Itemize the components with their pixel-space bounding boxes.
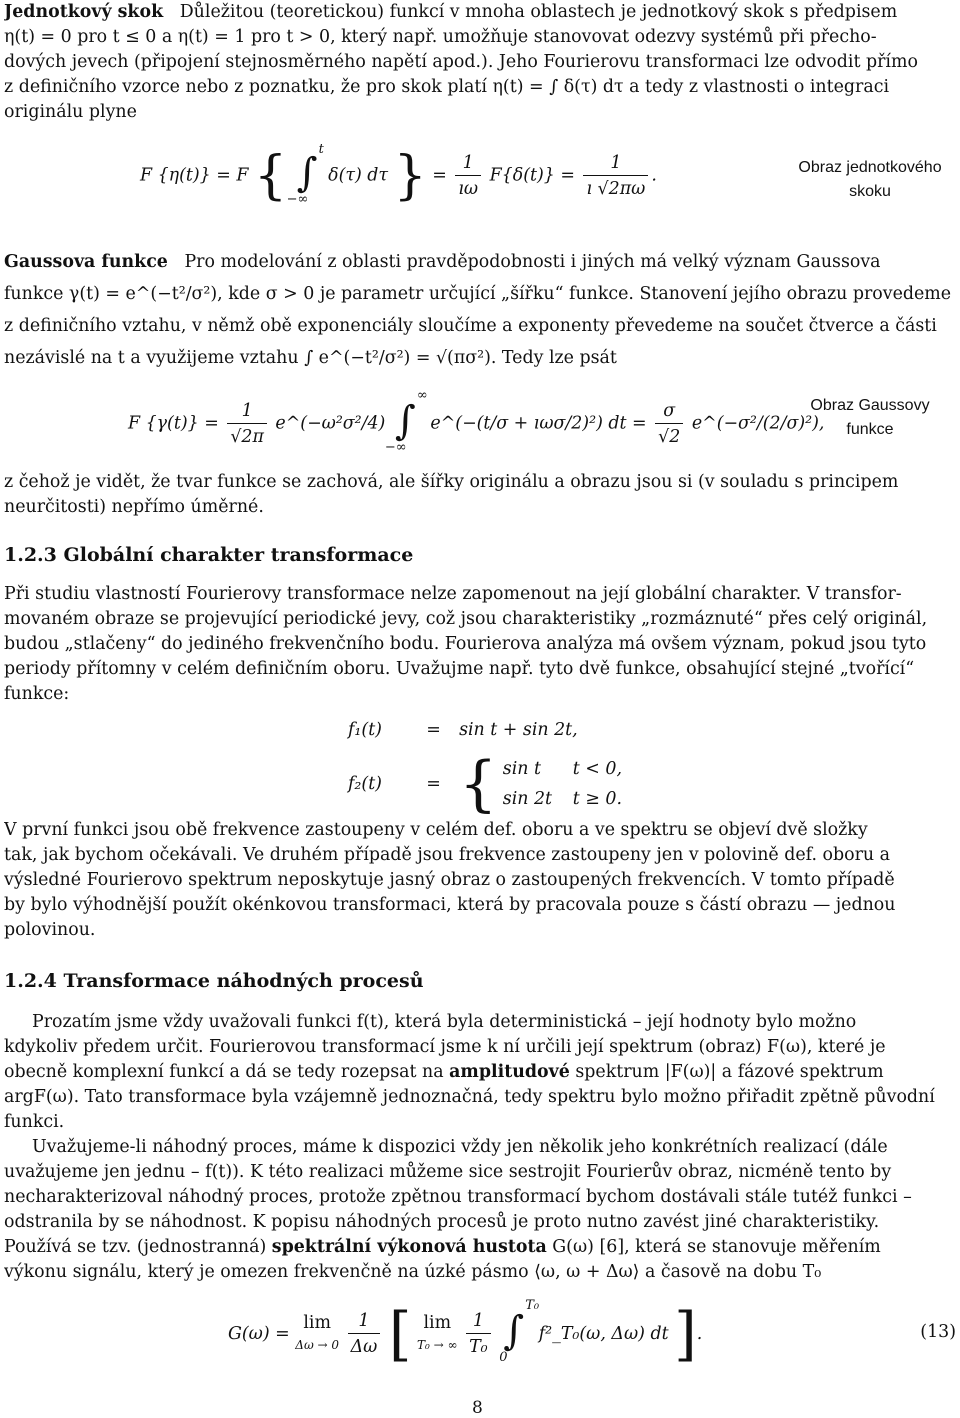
text-line: originálu plyne <box>4 102 137 122</box>
eq-f2-lhs: f₂(t) <box>348 774 382 794</box>
eq-period: . <box>696 1324 703 1344</box>
paragraph-global-character <box>4 582 958 707</box>
case-expression: sin 2t <box>502 789 553 809</box>
run-in-heading-gauss: Gaussova funkce <box>4 252 168 272</box>
bold-term: amplitudové <box>449 1062 570 1082</box>
equation-unit-step: F {η(t)} = F { ∫ t −∞ δ(τ) dτ } = $\frac{1}{ı\omega}$ F{δ(t)} = $\frac{1}{ı √2\pi\omega}$ . <box>140 142 657 207</box>
text-line: funkce γ(t) = e^(−t²/σ²), kde σ > 0 je parametr určující „šířku“ funkce. Stanovení jejího obrazu provedeme <box>4 284 952 304</box>
eq-lhs: F {η(t)} = F <box>140 165 249 186</box>
eq-integrand: f²_T₀(ω, Δω) dt <box>538 1324 669 1344</box>
case-condition: t < 0, <box>572 759 622 779</box>
equation-f1 <box>348 720 578 740</box>
text-line: výkonu signálu, který je omezen frekvenčně na úzké pásmo ⟨ω, ω + Δω⟩ a časově na dobu T₀ <box>4 1262 822 1282</box>
fraction-denominator: T₀ <box>469 1336 488 1357</box>
fraction-1-over-delta-omega <box>348 1309 381 1360</box>
margin-note-gauss: Obraz Gaussovy funkce <box>810 397 930 438</box>
section-heading-1-2-4: 1.2.4 Transformace náhodných procesů <box>4 970 424 992</box>
limit-subscript: Δω → 0 <box>295 1338 340 1352</box>
cases-block <box>503 754 622 814</box>
page-number: 8 <box>472 1398 483 1418</box>
eq-period: . <box>651 165 657 186</box>
fraction-sigma-over-sqrt2 <box>655 399 683 450</box>
eq-comma: , <box>818 413 825 434</box>
text-line: odstranila by se náhodnost. K popisu náhodných procesů je proto nutno zavést jiné charakteristiky. <box>4 1212 880 1232</box>
integral-sign: ∫ t −∞ <box>286 142 324 207</box>
text-line: tak, jak bychom očekávali. Ve druhém případě jsou frekvence zastoupeny jen v polovině def. oboru a <box>4 845 890 865</box>
equation-number: (13) <box>920 1322 956 1342</box>
limit-operator: lim <box>303 1313 331 1333</box>
fraction-numerator: 1 <box>583 151 648 176</box>
left-bracket: [ <box>388 1300 412 1368</box>
text-line: polovinou. <box>4 920 96 940</box>
paragraph-gauss <box>4 246 958 374</box>
text-line: nezávislé na t a využijeme vztahu ∫ e^(−t²/σ²) = √(πσ²). Tedy lze psát <box>4 348 617 368</box>
section-heading-1-2-3: 1.2.3 Globální charakter transformace <box>4 544 414 566</box>
fraction-1-over-iomega <box>455 151 481 202</box>
integral-lower-limit: −∞ <box>286 192 309 207</box>
paragraph-random-processes-2 <box>4 1135 958 1285</box>
limit-operator: lim <box>423 1313 452 1333</box>
fraction-numerator: 1 <box>348 1309 381 1334</box>
text-line: Pro modelování z oblasti pravděpodobnosti i jiných má velký význam Gaussova <box>184 252 881 272</box>
case-condition: t ≥ 0. <box>572 789 622 809</box>
eq-equals: = <box>426 720 441 740</box>
limit-delta-omega <box>295 1312 339 1356</box>
fraction-1-over-sqrt2pi <box>227 399 267 450</box>
text-line: η(t) = 0 pro t ≤ 0 a η(t) = 1 pro t > 0, který např. umožňuje stanovovat odezvy systémů při přecho- <box>4 27 877 47</box>
text-line: uvažujeme jen jednu – f(t)). K této realizaci můžeme sice sestrojit Fourierův obraz, nicméně tento by <box>4 1162 892 1182</box>
text-line: z definičního vztahu, v němž obě exponenciály sloučíme a exponenty převedeme na součet čtverce a části <box>4 316 937 336</box>
text-line: periody přítomny v celém definičním oboru. Uvažujme např. tyto dvě funkce, obsahující stejné „tvořící“ <box>4 659 915 679</box>
equation-f2 <box>348 749 622 819</box>
paragraph-unit-step <box>4 0 958 125</box>
text-line: Používá se tzv. (jednostranná) spektrální výkonová hustota G(ω) [6], která se stanovuje měřením <box>4 1237 881 1257</box>
eq-lhs: G(ω) = <box>228 1324 290 1344</box>
integral-upper-limit: ∞ <box>416 388 428 403</box>
fraction-denominator: ı √2πω <box>586 178 646 199</box>
eq-f1-lhs: f₁(t) <box>348 720 382 740</box>
text-line: budou „stlačeny“ do jediného frekvenčního bodu. Fourierova analýza má ovšem význam, pokud jsou tyto <box>4 634 927 654</box>
text-line: necharakterizoval náhodný proces, protože zpětnou transformací bychom dostávali stále tutéž funkci – <box>4 1187 912 1207</box>
eq-exponential-1: e^(−ω²σ²/4) <box>275 413 386 434</box>
eq-f1-rhs: sin t + sin 2t, <box>459 720 578 740</box>
text-line: Důležitou (teoretickou) funkcí v mnoha oblastech je jednotkový skok s předpisem <box>179 2 898 22</box>
fraction-numerator: 1 <box>455 151 481 176</box>
text-line: neurčitosti) nepřímo úměrné. <box>4 497 264 517</box>
text-line: Uvažujeme-li náhodný proces, máme k dispozici vždy jen několik jeho konkrétních realizací (dále <box>32 1137 888 1157</box>
text-line: výsledné Fourierovo spektrum neposkytuje jasný obraz o zastoupených frekvencích. V tomto případě <box>4 870 895 890</box>
eq-middle: F{δ(t)} = <box>489 165 575 186</box>
eq-lhs: F {γ(t)} = <box>128 413 219 434</box>
fraction-numerator: 1 <box>227 399 267 424</box>
right-brace: } <box>393 146 427 206</box>
text-line: kdykoliv předem určit. Fourierovou transformací jsme k ní určili její spektrum (obraz) F(ω), které je <box>4 1037 886 1057</box>
margin-note-unit-step: Obraz jednotkového skoku <box>798 159 942 200</box>
integral-lower-limit: −∞ <box>384 440 407 455</box>
equation-gauss <box>128 388 825 455</box>
text-line: Při studiu vlastností Fourierovy transformace nelze zapomenout na její globální charakter. V transfor- <box>4 584 902 604</box>
eq-equals: = <box>426 774 441 794</box>
text-line: V první funkci jsou obě frekvence zastoupeny v celém def. oboru a ve spektru se objeví dvě složky <box>4 820 868 840</box>
text-line: z čehož je vidět, že tvar funkce se zachová, ale šířky originálu a obrazu jsou si (v souladu s principem <box>4 472 899 492</box>
fraction-denominator: √2 <box>658 426 681 447</box>
equation-13 <box>228 1300 702 1368</box>
fraction-numerator: σ <box>655 399 683 424</box>
bold-term: spektrální výkonová hustota <box>271 1237 547 1257</box>
fraction-1-over-sqrt <box>583 151 648 202</box>
fraction-numerator: 1 <box>466 1309 491 1334</box>
eq-integrand: e^(−(t/σ + ıωσ/2)²) dt = <box>430 413 647 434</box>
fraction-1-over-t0 <box>466 1309 491 1360</box>
text-line: movaném obraze se projevující periodické jevy, což jsou charakteristiky „rozmáznuté“ přes celý originál, <box>4 609 928 629</box>
fraction-denominator: Δω <box>350 1336 378 1357</box>
text-line: z definičního vzorce nebo z poznatku, že pro skok platí η(t) = ∫ δ(τ) dτ a tedy z vlastnosti o integraci <box>4 77 890 97</box>
fraction-denominator: ıω <box>458 178 479 199</box>
eq-exponential-2: e^(−σ²/(2/σ)²) <box>691 413 819 434</box>
integral-sign: ∫ ∞ −∞ <box>384 388 428 455</box>
limit-t0 <box>417 1312 458 1356</box>
integral-upper-limit: t <box>318 142 324 157</box>
eq-integrand: δ(τ) dτ <box>328 165 389 186</box>
paragraph-gauss-conclusion <box>4 470 958 520</box>
text-line: by bylo výhodnější použít okénkovou transformaci, která by pracovala pouze s částí obrazu — jednou <box>4 895 896 915</box>
text-line: argF(ω). Tato transformace byla vzájemně jednoznačná, tedy spektru bylo možno přiřadit zpětně původní <box>4 1087 935 1107</box>
text-line: funkci. <box>4 1112 65 1132</box>
text-line: dových jevech (připojení stejnosměrného napětí apod.). Jeho Fourierovu transformaci lze odvodit přímo <box>4 52 918 72</box>
case-expression: sin t <box>502 759 541 779</box>
paragraph-first-function <box>4 818 958 943</box>
text-line: Prozatím jsme vždy uvažovali funkci f(t), která byla deterministická – její hodnoty bylo možno <box>32 1012 857 1032</box>
text-line: funkce: <box>4 684 70 704</box>
left-brace: { <box>253 146 288 206</box>
limit-subscript: T₀ → ∞ <box>417 1338 458 1352</box>
integral-lower-limit: 0 <box>499 1350 508 1365</box>
right-bracket: ] <box>674 1300 697 1368</box>
run-in-heading-unit-step: Jednotkový skok <box>4 2 164 22</box>
cases-brace: { <box>459 749 498 819</box>
text-line: obecně komplexní funkcí a dá se tedy rozepsat na amplitudové spektrum |F(ω)| a fázové spektrum <box>4 1062 884 1082</box>
fraction-denominator: √2π <box>230 426 264 447</box>
paragraph-random-processes-1 <box>4 1010 958 1135</box>
integral-sign: ∫ T₀ 0 <box>499 1298 540 1365</box>
integral-upper-limit: T₀ <box>525 1298 540 1313</box>
